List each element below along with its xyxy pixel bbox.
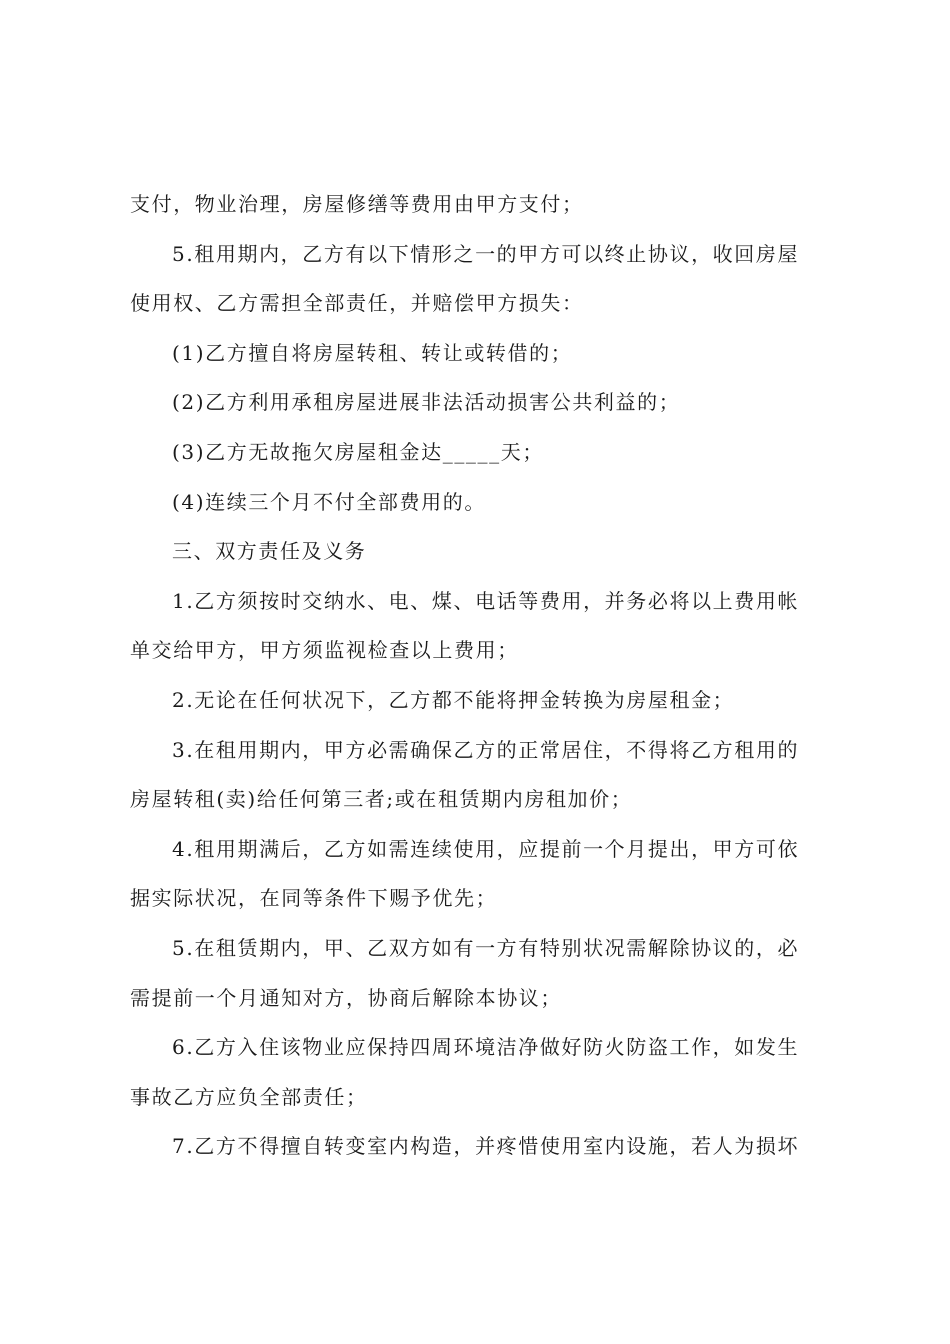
text-line: 4.租用期满后，乙方如需连续使用，应提前一个月提出，甲方可依 [172, 836, 800, 861]
text-line: 7.乙方不得擅自转变室内构造，并疼惜使用室内设施，若人为损坏 [172, 1134, 800, 1159]
text-line: (4)连续三个月不付全部费用的。 [172, 489, 486, 514]
text-line: 需提前一个月通知对方，协商后解除本协议； [130, 985, 562, 1010]
document-body [130, 180, 830, 1172]
text-line: 使用权、乙方需担全部责任，并赔偿甲方损失： [130, 291, 584, 316]
text-line: 6.乙方入住该物业应保持四周环境洁净做好防火防盗工作，如发生 [172, 1035, 800, 1060]
text-line: 5.在租赁期内，甲、乙双方如有一方有特别状况需解除协议的，必 [172, 935, 800, 960]
text-line: 1.乙方须按时交纳水、电、煤、电话等费用，并务必将以上费用帐 [172, 588, 800, 613]
text-line: 单交给甲方，甲方须监视检查以上费用； [130, 638, 519, 663]
text-line: (2)乙方利用承租房屋进展非法活动损害公共利益的； [172, 390, 681, 415]
text-line: 房屋转租(卖)给任何第三者;或在租赁期内房租加价； [130, 787, 633, 812]
text-line: (1)乙方擅自将房屋转租、转让或转借的； [172, 340, 573, 365]
text-line: 支付，物业治理，房屋修缮等费用由甲方支付； [130, 192, 584, 216]
text-line: 据实际状况，在同等条件下赐予优先； [130, 886, 498, 911]
text-line: 2.无论在任何状况下，乙方都不能将押金转换为房屋租金； [172, 687, 735, 712]
text-line: 3.在租用期内，甲方必需确保乙方的正常居住，不得将乙方租用的 [172, 737, 800, 762]
text-line: 5.租用期内，乙方有以下情形之一的甲方可以终止协议，收回房屋 [172, 241, 800, 266]
text-line: (3)乙方无故拖欠房屋租金达_____天； [172, 439, 544, 464]
section-heading: 三、双方责任及义务 [172, 539, 367, 564]
text-line: 事故乙方应负全部责任； [130, 1084, 368, 1109]
